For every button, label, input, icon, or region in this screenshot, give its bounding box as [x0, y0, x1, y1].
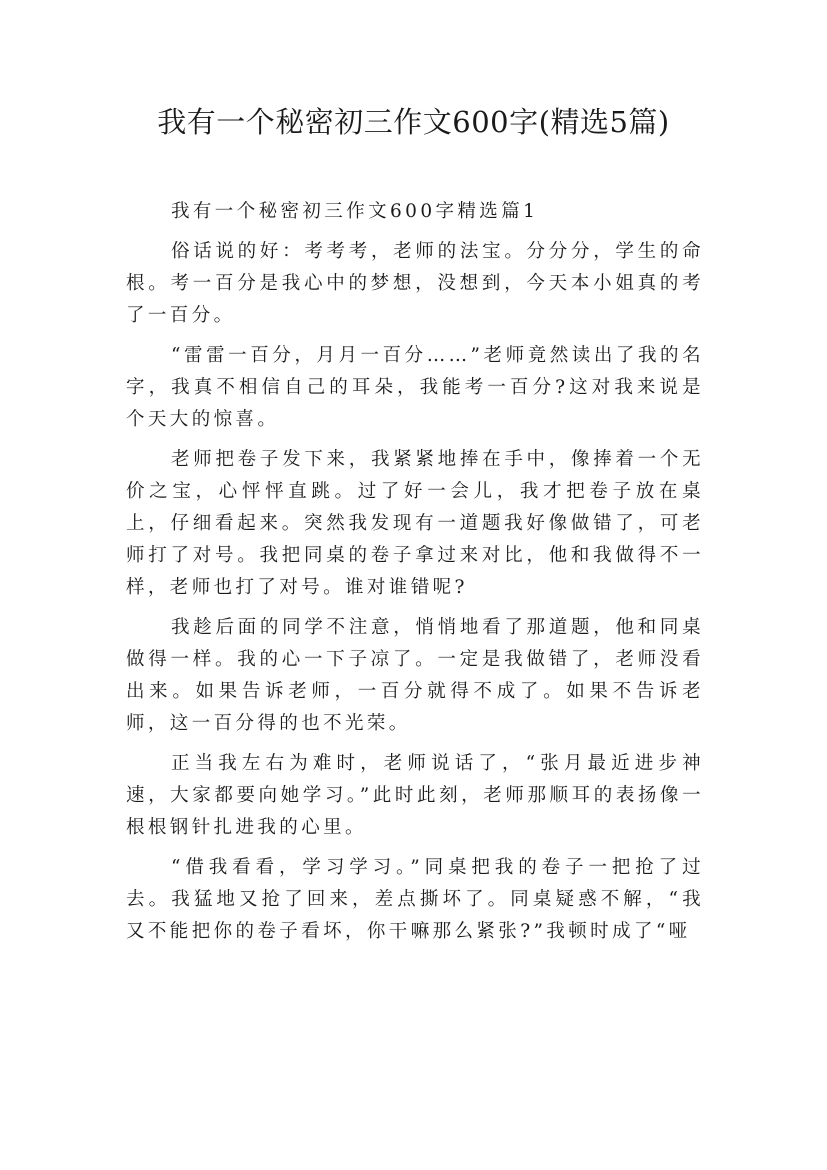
paragraph: “借我看看，学习学习。”同桌把我的卷子一把抢了过去。我猛地又抢了回来，差点撕坏了。同桌疑惑不解，“我又不能把你的卷子看坏，你干嘛那么紧张?”我顿时成了“哑	[126, 857, 704, 942]
document-title: 我有一个秘密初三作文600字(精选5篇)	[157, 105, 670, 139]
section-heading: 我有一个秘密初三作文600字精选篇1	[171, 201, 539, 222]
paragraph: “雷雷一百分，月月一百分……”老师竟然读出了我的名字，我真不相信自己的耳朵，我能考一百分?这对我来说是个天大的惊喜。	[126, 345, 704, 430]
paragraph: 正当我左右为难时，老师说话了，“张月最近进步神速，大家都要向她学习。”此时此刻，老师那顺耳的表扬像一根根钢针扎进我的心里。	[126, 753, 704, 838]
paragraph: 俗话说的好：考考考，老师的法宝。分分分，学生的命根。考一百分是我心中的梦想，没想到，今天本小姐真的考了一百分。	[126, 241, 704, 326]
paragraph: 老师把卷子发下来，我紧紧地捧在手中，像捧着一个无价之宝，心怦怦直跳。过了好一会儿，我才把卷子放在桌上，仔细看起来。突然我发现有一道题我好像做错了，可老师打了对号。我把同桌的卷子拿过来对比，他和我做得不一样，老师也打了对号。谁对谁错呢?	[126, 449, 704, 598]
paragraph: 我趁后面的同学不注意，悄悄地看了那道题，他和同桌做得一样。我的心一下子凉了。一定是我做错了，老师没看出来。如果告诉老师，一百分就得不成了。如果不告诉老师，这一百分得的也不光荣。	[126, 617, 704, 734]
document-body	[126, 196, 704, 948]
